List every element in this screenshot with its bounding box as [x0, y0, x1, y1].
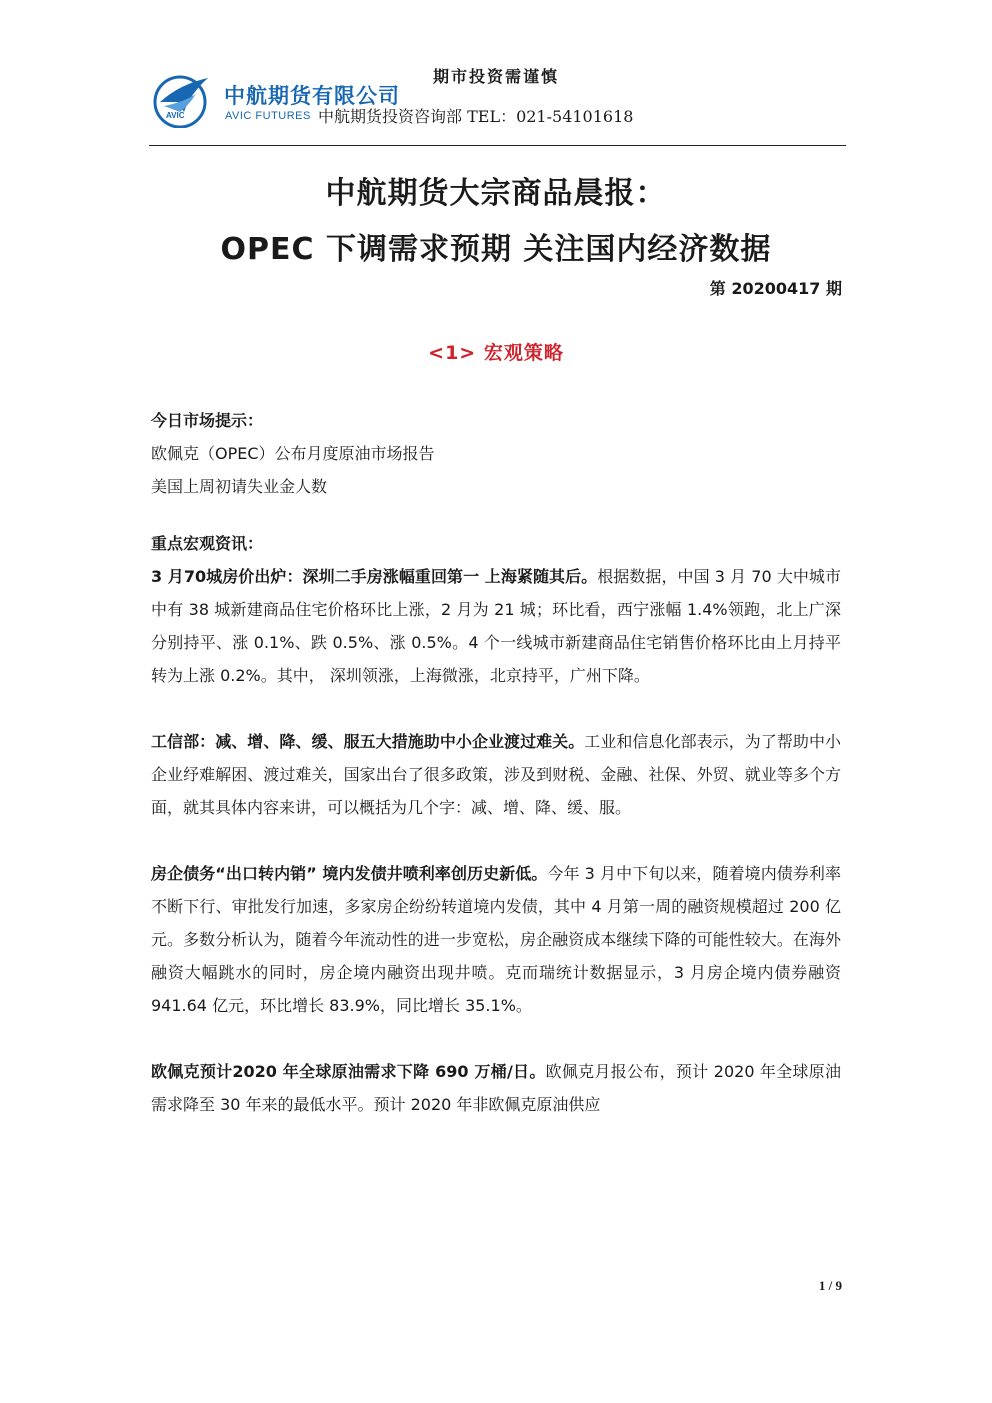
- header-divider: [149, 145, 846, 146]
- issue-number: 第 20200417 期: [709, 279, 842, 298]
- news-body: 欧佩克月报公布，预计 2020 年全球原油需求降至 30 年来的最低水平。预计 2020 年非欧佩克原油供应: [151, 1062, 841, 1114]
- today-label: 今日市场提示：: [151, 411, 264, 430]
- logo-company-name-en: AVIC FUTURES: [225, 110, 311, 122]
- news-item: [151, 857, 841, 1022]
- news-headline: 工信部：减、增、降、缓、服五大措施助中小企业渡过难关。: [151, 732, 585, 751]
- news-headline: 房企债务“出口转内销” 境内发债井喷利率创历史新低。: [151, 864, 548, 883]
- news-headline: 3 月70城房价出炉：深圳二手房涨幅重回第一 上海紧随其后。: [151, 567, 598, 586]
- logo-company-name: 中航期货有限公司: [224, 84, 400, 108]
- section-heading: <1> 宏观策略: [428, 342, 564, 364]
- news-body: 工业和信息化部表示，为了帮助中小企业纾难解困、渡过难关，国家出台了很多政策，涉及到财税、金融、社保、外贸、就业等多个方面，就其具体内容来讲，可以概括为几个字：减、增、降、缓、服。: [151, 732, 841, 817]
- report-subtitle: OPEC 下调需求预期 关注国内经济数据: [220, 232, 772, 267]
- news-body: 根据数据，中国 3 月 70 大中城市中有 38 城新建商品住宅价格环比上涨，2 月为 21 城；环比看，西宁涨幅 1.4%领跑，北上广深分别持平、涨 0.1%、跌 0.5%、涨 0.5%。4 个一线城市新建商品住宅销售价格环比由上月持平转为上涨 0.2%。其中， 深圳领涨，上海微涨，北京持平，广州下降。: [151, 567, 841, 685]
- news-item: [151, 560, 841, 692]
- news-body: 今年 3 月中下旬以来，随着境内债券利率不断下行、审批发行加速，多家房企纷纷转道境内发债，其中 4 月第一周的融资规模超过 200 亿元。多数分析认为，随着今年流动性的进一步宽松，房企融资成本继续下降的可能性较大。在海外融资大幅跳水的同时，房企境内融资出现井喷。克而瑞统计数据显示，3 月房企境内债券融资 941.64 亿元，环比增长 83.9%，同比增长 35.1%。: [151, 864, 841, 1015]
- report-title: 中航期货大宗商品晨报：: [325, 176, 667, 211]
- macro-news-label: 重点宏观资讯：: [151, 534, 264, 553]
- risk-warning: 期市投资需谨慎: [432, 67, 559, 86]
- page-number: 1 / 9: [818, 1278, 842, 1293]
- svg-text:AVIC: AVIC: [166, 111, 185, 120]
- news-item: [151, 1055, 841, 1121]
- today-item: 美国上周初请失业金人数: [151, 477, 328, 496]
- contact-info: 中航期货投资咨询部 TEL：021-54101618: [318, 107, 634, 126]
- news-item: [151, 725, 841, 824]
- news-headline: 欧佩克预计2020 年全球原油需求下降 690 万桶/日。: [151, 1062, 546, 1081]
- report-body: [151, 404, 841, 1121]
- today-item: 欧佩克（OPEC）公布月度原油市场报告: [151, 444, 435, 463]
